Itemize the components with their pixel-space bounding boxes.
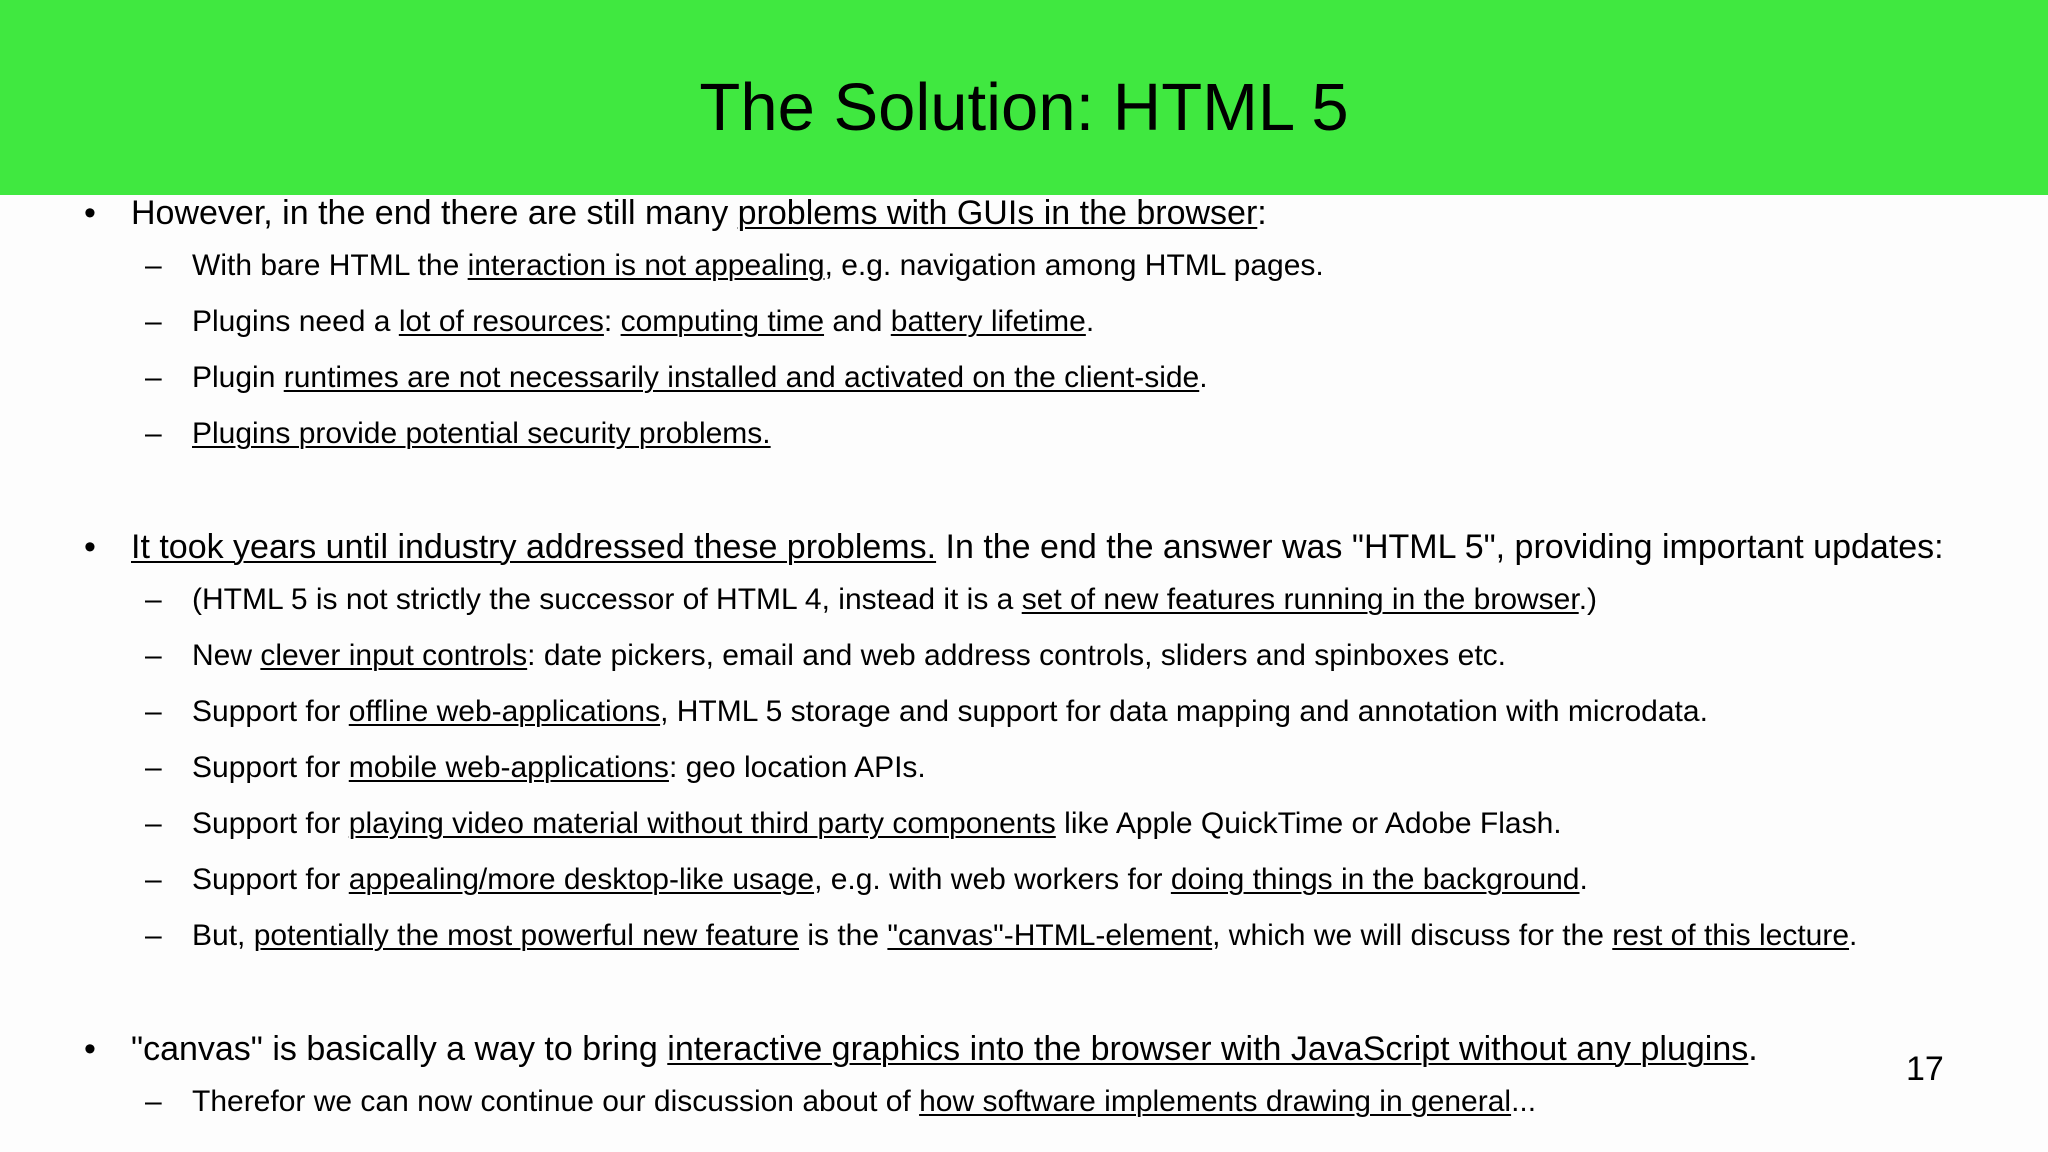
text-segment: .	[1085, 305, 1095, 338]
text-segment: .	[1199, 361, 1208, 394]
dash-marker: –	[145, 807, 162, 840]
sub-bullet-item	[192, 638, 1506, 674]
sub-bullet-item	[192, 806, 1562, 842]
sub-bullet-item	[192, 694, 1708, 730]
title-bar	[0, 0, 2048, 195]
text-segment: .	[1748, 1030, 1758, 1068]
underlined-phrase: Plugins provide potential security problems.	[192, 417, 771, 450]
underlined-phrase: battery lifetime	[890, 305, 1086, 338]
text-segment: , e.g. with web workers for	[814, 863, 1171, 896]
dash-marker: –	[145, 417, 162, 450]
dash-marker: –	[145, 919, 162, 952]
dash-marker: –	[145, 305, 162, 338]
text-segment: .	[1579, 863, 1588, 896]
text-segment: like Apple QuickTime or Adobe Flash.	[1055, 807, 1562, 840]
text-segment: ...	[1511, 1085, 1537, 1118]
text-segment: : date pickers, email and web address controls, sliders and spinboxes etc.	[527, 639, 1506, 672]
dash-marker: –	[145, 1085, 162, 1118]
underlined-phrase: runtimes are not necessarily installed and activated on the client-side	[283, 361, 1200, 394]
underlined-phrase: mobile web-applications	[348, 751, 669, 784]
text-segment: Support for	[192, 695, 349, 728]
bullet-item	[131, 527, 1944, 567]
dash-marker: –	[145, 751, 162, 784]
text-segment: , which we will discuss for the	[1212, 919, 1613, 952]
underlined-phrase: interactive graphics into the browser with JavaScript without any plugins	[667, 1030, 1749, 1068]
underlined-phrase: set of new features running in the browser	[1021, 583, 1579, 616]
text-segment: is the	[799, 919, 888, 952]
underlined-phrase: computing time	[620, 305, 825, 338]
sub-bullet-item	[192, 862, 1588, 898]
text-segment: Support for	[192, 807, 349, 840]
underlined-phrase: offline web-applications	[348, 695, 661, 728]
text-segment: , e.g. navigation among HTML pages.	[824, 249, 1324, 282]
dash-marker: –	[145, 863, 162, 896]
bullet-marker: •	[84, 194, 96, 232]
bullet-item	[131, 193, 1267, 233]
sub-bullet-item	[192, 1084, 1536, 1120]
underlined-phrase: problems with GUIs in the browser	[737, 194, 1258, 232]
text-segment: Support for	[192, 863, 349, 896]
text-segment: .)	[1578, 583, 1598, 616]
text-segment: :	[1257, 194, 1267, 232]
text-segment: With bare HTML the	[192, 249, 468, 282]
sub-bullet-item	[192, 750, 926, 786]
underlined-phrase: clever input controls	[260, 639, 528, 672]
text-segment: .	[1849, 919, 1858, 952]
sub-bullet-item	[192, 582, 1597, 618]
text-segment: But,	[192, 919, 254, 952]
text-segment: Plugin	[192, 361, 284, 394]
text-segment: In the end the answer was "HTML 5", providing important updates:	[936, 528, 1944, 566]
slide-title: The Solution: HTML 5	[699, 70, 1349, 145]
bullet-item	[131, 1029, 1758, 1069]
underlined-phrase: potentially the most powerful new feature	[253, 919, 800, 952]
text-segment: (HTML 5 is not strictly the successor of HTML 4, instead it is a	[192, 583, 1022, 616]
underlined-phrase: interaction is not appealing	[467, 249, 825, 282]
text-segment: Support for	[192, 751, 349, 784]
sub-bullet-item	[192, 416, 771, 452]
page-number: 17	[1906, 1050, 1944, 1088]
text-segment: : geo location APIs.	[668, 751, 926, 784]
text-segment: :	[603, 305, 621, 338]
underlined-phrase: doing things in the background	[1170, 863, 1580, 896]
dash-marker: –	[145, 583, 162, 616]
sub-bullet-item	[192, 248, 1324, 284]
underlined-phrase: playing video material without third party components	[348, 807, 1056, 840]
underlined-phrase: lot of resources	[398, 305, 604, 338]
dash-marker: –	[145, 695, 162, 728]
bullet-marker: •	[84, 1030, 96, 1068]
text-segment: and	[824, 305, 891, 338]
dash-marker: –	[145, 639, 162, 672]
text-segment: , HTML 5 storage and support for data mapping and annotation with microdata.	[660, 695, 1708, 728]
text-segment: "canvas" is basically a way to bring	[131, 1030, 668, 1068]
underlined-phrase: how software implements drawing in general	[919, 1085, 1512, 1118]
dash-marker: –	[145, 361, 162, 394]
sub-bullet-item	[192, 918, 1857, 954]
underlined-phrase: "canvas"-HTML-element	[887, 919, 1213, 952]
bullet-marker: •	[84, 528, 96, 566]
underlined-phrase: appealing/more desktop-like usage	[348, 863, 815, 896]
sub-bullet-item	[192, 304, 1094, 340]
text-segment: Plugins need a	[192, 305, 399, 338]
text-segment: New	[192, 639, 261, 672]
underlined-phrase: rest of this lecture	[1612, 919, 1850, 952]
dash-marker: –	[145, 249, 162, 282]
sub-bullet-item	[192, 360, 1208, 396]
text-segment: Therefor we can now continue our discussion about of	[192, 1085, 920, 1118]
underlined-phrase: It took years until industry addressed these problems.	[131, 528, 937, 566]
text-segment: However, in the end there are still many	[131, 194, 738, 232]
